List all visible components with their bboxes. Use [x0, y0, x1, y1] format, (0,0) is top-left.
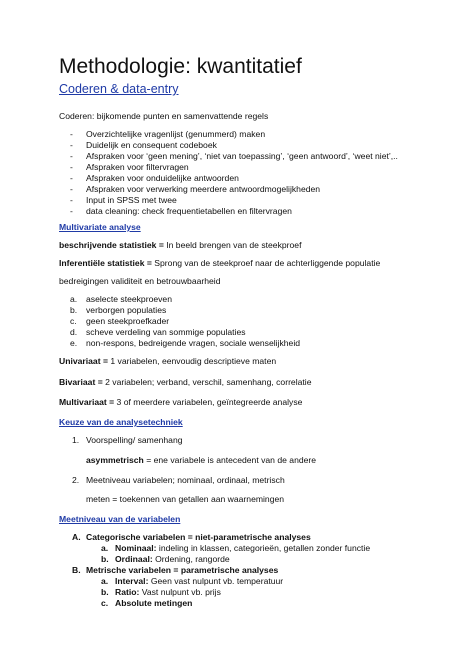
list-marker: a. — [101, 576, 109, 586]
section-subtitle: Coderen & data-entry — [59, 82, 179, 96]
definition-term: Multivariaat = — [59, 397, 115, 407]
list-marker: b. — [101, 554, 109, 564]
list-marker: 1. — [72, 435, 80, 445]
list-item-text: Afspraken voor ‘geen mening’, ‘niet van toepassing’, ‘geen antwoord’, ‘weet niet’,.. — [86, 151, 398, 161]
list-item: - — [70, 129, 73, 139]
definition-univariaat — [59, 356, 276, 367]
definition-text: = ene variabele is antecedent van de andere — [143, 455, 317, 465]
page-title: Methodologie: kwantitatief — [59, 55, 302, 78]
list-item-text: non-respons, bedreigende vragen, sociale wenselijkheid — [86, 338, 301, 348]
list-item-text: Afspraken voor onduidelijke antwoorden — [86, 173, 239, 183]
definition-term: Absolute metingen — [115, 598, 193, 608]
list-item: - — [70, 151, 73, 161]
list-item-text: Afspraken voor verwerking meerdere antwoordmogelijkheden — [86, 184, 321, 194]
list-marker: a. — [70, 294, 78, 304]
section-heading-keuze: Keuze van de analysetechniek — [59, 417, 183, 427]
list-marker: A. — [72, 532, 81, 542]
list-marker: b. — [70, 305, 78, 315]
definition-term: Univariaat = — [59, 356, 108, 366]
coderen-intro: Coderen: bijkomende punten en samenvattende regels — [59, 111, 269, 121]
list-item: - — [70, 173, 73, 183]
definition-term: Ratio: — [115, 587, 140, 597]
definition-text: Sprong van de steekproef naar de achterliggende populatie — [151, 258, 381, 268]
list-marker: c. — [70, 316, 77, 326]
definition-asymmetrisch — [86, 455, 316, 466]
definition-text: indeling in klassen, categorieën, getallen zonder functie — [156, 543, 371, 553]
list-marker: c. — [101, 598, 109, 608]
list-item-text: Categorische variabelen = niet-parametrische analyses — [86, 532, 311, 542]
list-item: - — [70, 195, 73, 205]
definition-text: 2 variabelen; verband, verschil, samenhang, correlatie — [102, 377, 312, 387]
list-item-text: aselecte steekproeven — [86, 294, 172, 304]
list-marker: b. — [101, 587, 109, 597]
list-item-text: Overzichtelijke vragenlijst (genummerd) maken — [86, 129, 266, 139]
definition-term: Nominaal: — [115, 543, 157, 553]
definition-term: beschrijvende statistiek = — [59, 240, 164, 250]
list-item-text: Afspraken voor filtervragen — [86, 162, 189, 172]
list-item-text: Duidelijk en consequent codeboek — [86, 140, 217, 150]
list-marker: d. — [70, 327, 78, 337]
definition-text: 3 of meerdere variabelen, geïntegreerde analyse — [114, 397, 303, 407]
list-marker: e. — [70, 338, 78, 348]
definition-term: Inferentiële statistiek = — [59, 258, 152, 268]
list-marker: B. — [72, 565, 81, 575]
list-item-text: geen steekproefkader — [86, 316, 170, 326]
list-item-text — [115, 587, 221, 598]
definition-beschrijvend — [59, 240, 301, 251]
list-item: - — [70, 140, 73, 150]
list-item-text — [115, 576, 283, 587]
list-item-text: Input in SPSS met twee — [86, 195, 177, 205]
definition-meten: meten = toekennen van getallen aan waarnemingen — [86, 494, 285, 504]
definition-term: asymmetrisch — [86, 455, 144, 465]
definition-inferentieel — [59, 258, 380, 269]
list-item-text — [115, 598, 192, 609]
definition-bivariaat — [59, 377, 311, 388]
list-marker: 2. — [72, 475, 80, 485]
definition-text: In beeld brengen van de steekproef — [163, 240, 302, 250]
list-item-text — [115, 554, 230, 565]
section-heading-multivariate: Multivariate analyse — [59, 222, 141, 232]
bedreigingen-intro: bedreigingen validiteit en betrouwbaarheid — [59, 276, 221, 286]
list-item-text: scheve verdeling van sommige populaties — [86, 327, 246, 337]
section-heading-meetniveau: Meetniveau van de variabelen — [59, 514, 181, 524]
list-item-text — [115, 543, 370, 554]
list-item: - — [70, 162, 73, 172]
list-item-text: verborgen populaties — [86, 305, 167, 315]
definition-text: Geen vast nulpunt vb. temperatuur — [148, 576, 284, 586]
definition-term: Interval: — [115, 576, 149, 586]
list-item-text: Metrische variabelen = parametrische analyses — [86, 565, 279, 575]
list-item: - — [70, 184, 73, 194]
list-marker: a. — [101, 543, 109, 553]
definition-term: Bivariaat = — [59, 377, 103, 387]
definition-text: Vast nulpunt vb. prijs — [139, 587, 221, 597]
list-item: - — [70, 206, 73, 216]
definition-text: 1 variabelen, eenvoudig descriptieve maten — [107, 356, 277, 366]
list-item-text: Voorspelling/ samenhang — [86, 435, 183, 445]
definition-text: Ordening, rangorde — [152, 554, 230, 564]
definition-multivariaat — [59, 397, 302, 408]
list-item-text: Meetniveau variabelen; nominaal, ordinaal, metrisch — [86, 475, 285, 485]
list-item-text: data cleaning: check frequentietabellen en filtervragen — [86, 206, 292, 216]
definition-term: Ordinaal: — [115, 554, 153, 564]
